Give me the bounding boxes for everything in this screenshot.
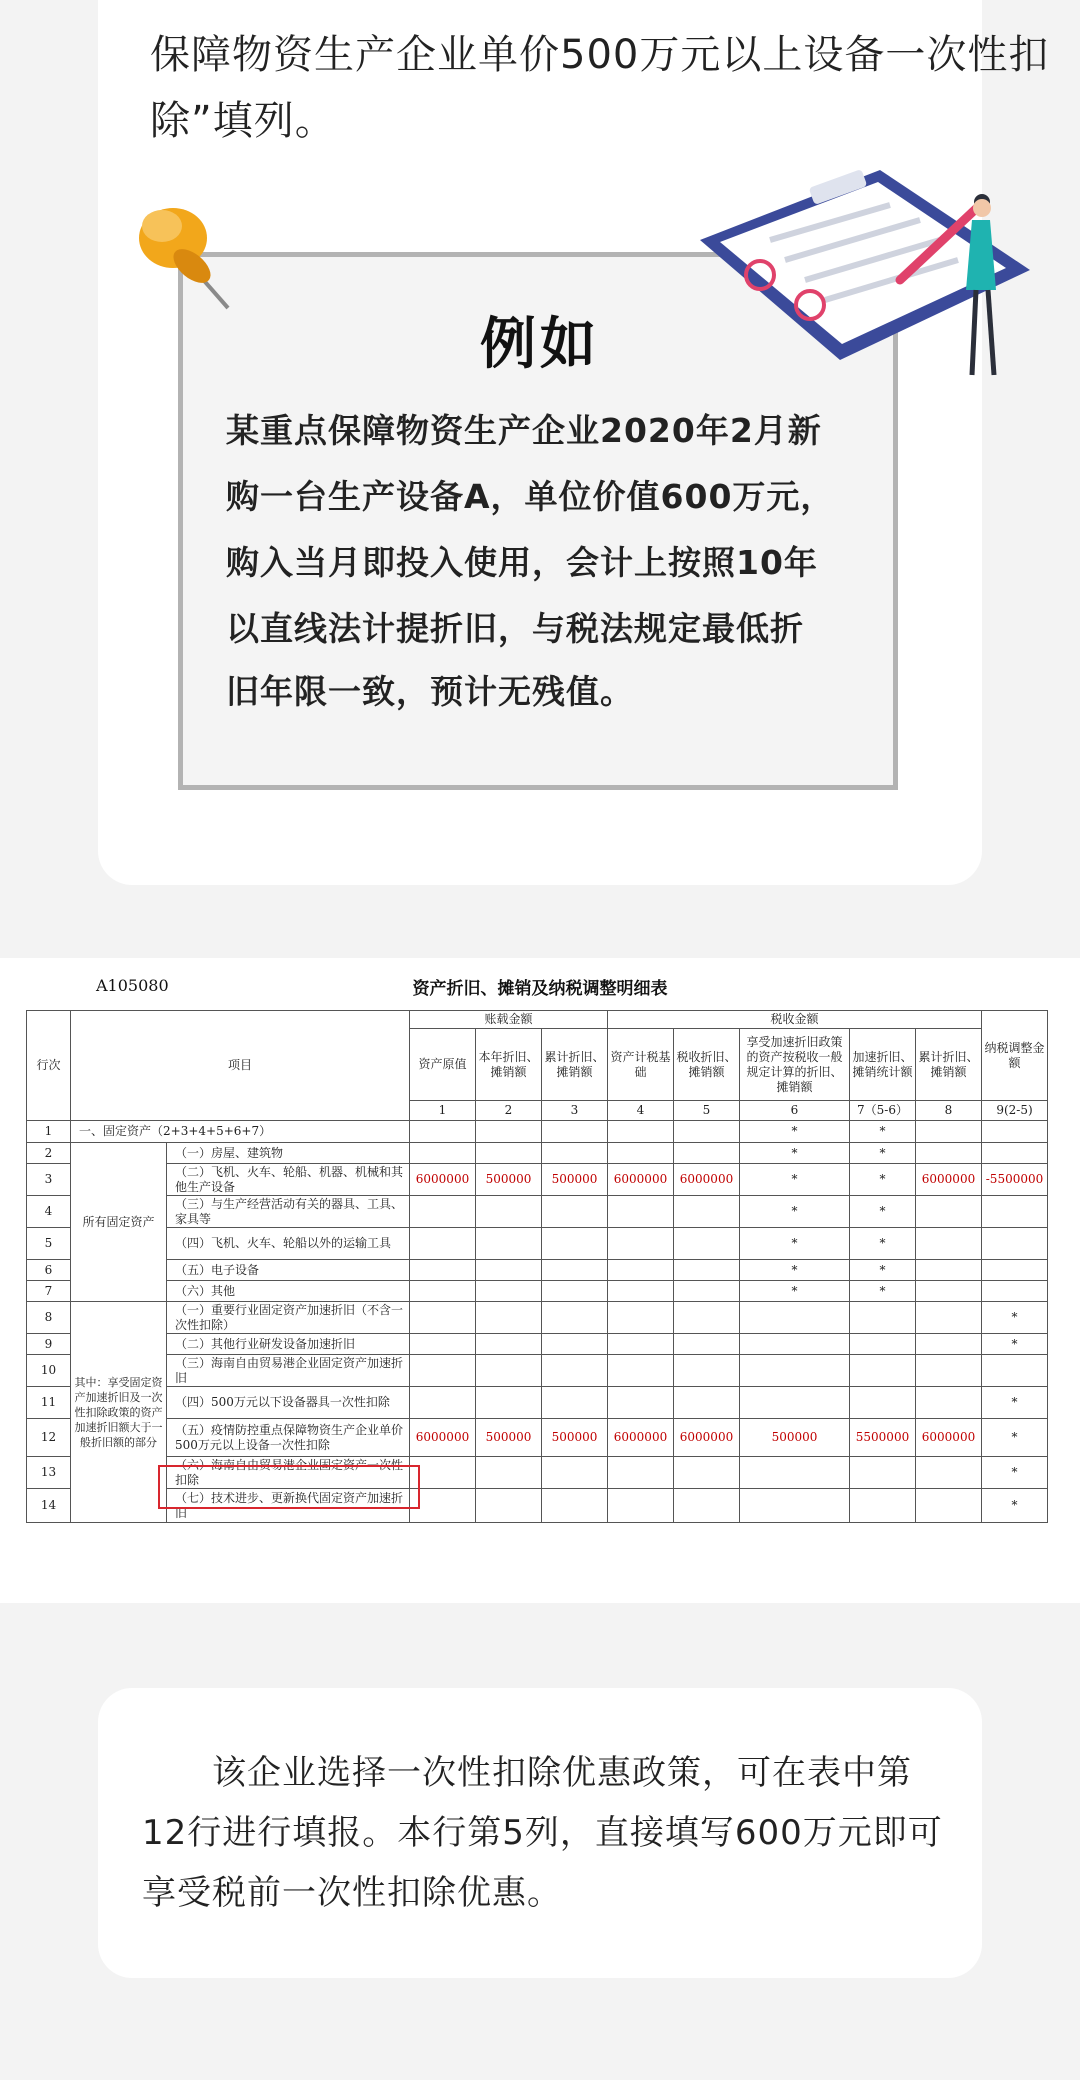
- row-value: [674, 1302, 740, 1334]
- row-value: *: [850, 1196, 916, 1228]
- row-value: 6000000: [410, 1419, 476, 1457]
- row-value: [410, 1260, 476, 1281]
- row-value: *: [982, 1457, 1048, 1489]
- header-col-1: 资产原值: [410, 1029, 476, 1101]
- col-num-2: 2: [476, 1101, 542, 1121]
- row-value: [410, 1228, 476, 1260]
- row-value: [916, 1334, 982, 1355]
- table-row: [27, 1121, 1048, 1143]
- col-num-3: 3: [542, 1101, 608, 1121]
- row-value: [674, 1260, 740, 1281]
- row-value: [982, 1121, 1048, 1143]
- depreciation-table: [26, 1010, 1048, 1523]
- table-row: [27, 1334, 1048, 1355]
- row-value: [542, 1334, 608, 1355]
- row-item: （四）500万元以下设备器具一次性扣除: [167, 1387, 410, 1419]
- row-value: [674, 1228, 740, 1260]
- header-tax-adjust: 纳税调整金额: [982, 1011, 1048, 1101]
- row-item: （四）飞机、火车、轮船以外的运输工具: [167, 1228, 410, 1260]
- row-value: [740, 1457, 850, 1489]
- col-num-8: 8: [916, 1101, 982, 1121]
- row-value: [982, 1355, 1048, 1387]
- row-value: [674, 1489, 740, 1523]
- row-item: （一）重要行业固定资产加速折旧（不含一次性扣除）: [167, 1302, 410, 1334]
- row-number: 3: [27, 1164, 71, 1196]
- row-value: 500000: [476, 1164, 542, 1196]
- row-value: *: [740, 1260, 850, 1281]
- row-number: 10: [27, 1355, 71, 1387]
- header-col-7: 加速折旧、摊销统计额: [850, 1029, 916, 1101]
- row-value: [476, 1260, 542, 1281]
- row-value: 500000: [476, 1419, 542, 1457]
- row-value: *: [850, 1281, 916, 1302]
- row-value: *: [982, 1334, 1048, 1355]
- row-number: 6: [27, 1260, 71, 1281]
- row-value: [850, 1302, 916, 1334]
- row-value: [476, 1355, 542, 1387]
- col-num-5: 5: [674, 1101, 740, 1121]
- row-number: 4: [27, 1196, 71, 1228]
- row-value: 5500000: [850, 1419, 916, 1457]
- row-value: 500000: [740, 1419, 850, 1457]
- row-value: [608, 1260, 674, 1281]
- header-col-3: 累计折旧、摊销额: [542, 1029, 608, 1101]
- row-value: [740, 1334, 850, 1355]
- row-item: （一）房屋、建筑物: [167, 1143, 410, 1164]
- example-line-1: 某重点保障物资生产企业2020年2月新: [226, 411, 822, 450]
- row-value: [982, 1260, 1048, 1281]
- table-row: [27, 1260, 1048, 1281]
- row-value: [608, 1281, 674, 1302]
- row-value: [476, 1281, 542, 1302]
- row-value: -5500000: [982, 1164, 1048, 1196]
- row-value: *: [740, 1143, 850, 1164]
- row-value: [542, 1355, 608, 1387]
- row-value: [850, 1489, 916, 1523]
- example-line-4: 以直线法计提折旧，与税法规定最低折: [226, 609, 804, 648]
- row-value: *: [850, 1121, 916, 1143]
- row-value: [608, 1196, 674, 1228]
- row-value: 500000: [542, 1419, 608, 1457]
- row-value: [740, 1387, 850, 1419]
- row-item: （七）技术进步、更新换代固定资产加速折旧: [167, 1489, 410, 1523]
- conclusion-line-3: 享受税前一次性扣除优惠。: [142, 1873, 562, 1913]
- row-value: *: [740, 1164, 850, 1196]
- col-num-4: 4: [608, 1101, 674, 1121]
- row-value: [542, 1121, 608, 1143]
- row-value: [608, 1355, 674, 1387]
- push-pin-icon: [128, 196, 238, 314]
- row-item: （六）其他: [167, 1281, 410, 1302]
- conclusion-line-1: 该企业选择一次性扣除优惠政策，可在表中第: [212, 1753, 912, 1793]
- header-col-8: 累计折旧、摊销额: [916, 1029, 982, 1101]
- header-item: 项目: [71, 1011, 410, 1121]
- row-value: [476, 1457, 542, 1489]
- header-book-group: 账载金额: [410, 1011, 608, 1029]
- col-num-7: 7（5-6）: [850, 1101, 916, 1121]
- row-value: [476, 1302, 542, 1334]
- row-value: 6000000: [608, 1419, 674, 1457]
- row-value: [850, 1355, 916, 1387]
- row-value: [410, 1281, 476, 1302]
- row-item: 一、固定资产（2+3+4+5+6+7）: [71, 1121, 410, 1143]
- row-value: [674, 1121, 740, 1143]
- row-value: [982, 1228, 1048, 1260]
- conclusion-line-2: 12行进行填报。本行第5列，直接填写600万元即可: [142, 1813, 943, 1853]
- row-value: [850, 1387, 916, 1419]
- example-line-3: 购入当月即投入使用，会计上按照10年: [226, 543, 818, 582]
- row-value: [476, 1334, 542, 1355]
- row-value: [916, 1457, 982, 1489]
- row-number: 9: [27, 1334, 71, 1355]
- table-row: [27, 1302, 1048, 1334]
- row-value: [476, 1196, 542, 1228]
- row-value: *: [740, 1281, 850, 1302]
- row-value: [740, 1355, 850, 1387]
- row-value: [608, 1121, 674, 1143]
- form-code: A105080: [96, 976, 169, 995]
- row-number: 2: [27, 1143, 71, 1164]
- row-item: （三）与生产经营活动有关的器具、工具、家具等: [167, 1196, 410, 1228]
- row-value: [542, 1457, 608, 1489]
- row-value: *: [850, 1260, 916, 1281]
- header-col-4: 资产计税基础: [608, 1029, 674, 1101]
- row-number: 11: [27, 1387, 71, 1419]
- row-value: 6000000: [674, 1419, 740, 1457]
- row-value: [476, 1489, 542, 1523]
- table-row: [27, 1419, 1048, 1457]
- header-row-no: 行次: [27, 1011, 71, 1121]
- header-col-6: 享受加速折旧政策的资产按税收一般规定计算的折旧、摊销额: [740, 1029, 850, 1101]
- row-value: 6000000: [608, 1164, 674, 1196]
- row-value: [740, 1302, 850, 1334]
- col-num-9: 9(2-5): [982, 1101, 1048, 1121]
- row-value: [542, 1143, 608, 1164]
- row-number: 7: [27, 1281, 71, 1302]
- row-value: [542, 1260, 608, 1281]
- row-value: 500000: [542, 1164, 608, 1196]
- row-item: （二）飞机、火车、轮船、机器、机械和其他生产设备: [167, 1164, 410, 1196]
- row-value: [674, 1334, 740, 1355]
- row-number: 14: [27, 1489, 71, 1523]
- row-value: [916, 1281, 982, 1302]
- row-value: *: [982, 1387, 1048, 1419]
- col-num-1: 1: [410, 1101, 476, 1121]
- row-value: 6000000: [916, 1164, 982, 1196]
- row-value: [410, 1334, 476, 1355]
- group-accelerated: 其中：享受固定资产加速折旧及一次性扣除政策的资产加速折旧额大于一般折旧额的部分: [71, 1302, 167, 1523]
- row-number: 5: [27, 1228, 71, 1260]
- row-12-highlight: [158, 1465, 420, 1509]
- row-value: [674, 1281, 740, 1302]
- row-value: [850, 1457, 916, 1489]
- row-value: *: [982, 1419, 1048, 1457]
- table-row: [27, 1387, 1048, 1419]
- tax-table-panel: [0, 958, 1080, 1603]
- row-value: [476, 1121, 542, 1143]
- table-row: [27, 1164, 1048, 1196]
- row-value: [410, 1302, 476, 1334]
- row-value: [608, 1457, 674, 1489]
- row-value: [410, 1387, 476, 1419]
- row-item: （五）电子设备: [167, 1260, 410, 1281]
- row-value: *: [850, 1143, 916, 1164]
- row-value: 6000000: [410, 1164, 476, 1196]
- col-num-6: 6: [740, 1101, 850, 1121]
- table-row: [27, 1196, 1048, 1228]
- row-value: [476, 1387, 542, 1419]
- row-number: 1: [27, 1121, 71, 1143]
- row-value: [542, 1281, 608, 1302]
- row-value: [916, 1302, 982, 1334]
- row-item: （六）海南自由贸易港企业固定资产一次性扣除: [167, 1457, 410, 1489]
- row-value: 6000000: [916, 1419, 982, 1457]
- row-number: 12: [27, 1419, 71, 1457]
- row-item: （五）疫情防控重点保障物资生产企业单价500万元以上设备一次性扣除: [167, 1419, 410, 1457]
- header-tax-group: 税收金额: [608, 1011, 982, 1029]
- row-value: [608, 1228, 674, 1260]
- row-value: *: [740, 1228, 850, 1260]
- intro-line-2: 保障物资生产企业单价500万元以上设备一次性扣: [150, 32, 1050, 78]
- table-row: [27, 1228, 1048, 1260]
- row-value: *: [850, 1164, 916, 1196]
- row-value: [608, 1143, 674, 1164]
- intro-line-3: 除”填列。: [150, 98, 336, 144]
- row-value: [476, 1143, 542, 1164]
- row-value: [410, 1143, 476, 1164]
- row-value: [542, 1387, 608, 1419]
- row-value: [608, 1387, 674, 1419]
- example-line-5: 旧年限一致，预计无残值。: [226, 672, 634, 711]
- row-value: [608, 1334, 674, 1355]
- row-item: （二）其他行业研发设备加速折旧: [167, 1334, 410, 1355]
- row-value: [916, 1228, 982, 1260]
- row-value: [608, 1302, 674, 1334]
- row-value: [850, 1334, 916, 1355]
- row-value: [674, 1355, 740, 1387]
- example-line-2: 购一台生产设备A，单位价值600万元，: [226, 477, 835, 516]
- row-value: [674, 1143, 740, 1164]
- row-value: [916, 1355, 982, 1387]
- row-value: *: [982, 1302, 1048, 1334]
- example-title: 例如: [480, 312, 600, 377]
- row-value: [916, 1121, 982, 1143]
- row-value: [674, 1196, 740, 1228]
- row-item: （三）海南自由贸易港企业固定资产加速折旧: [167, 1355, 410, 1387]
- row-value: [982, 1143, 1048, 1164]
- row-value: [542, 1196, 608, 1228]
- group-all-assets: 所有固定资产: [71, 1143, 167, 1302]
- row-value: [542, 1489, 608, 1523]
- row-value: [982, 1281, 1048, 1302]
- row-value: [916, 1143, 982, 1164]
- row-value: *: [740, 1121, 850, 1143]
- row-value: [916, 1260, 982, 1281]
- header-col-5: 税收折旧、摊销额: [674, 1029, 740, 1101]
- row-value: [410, 1196, 476, 1228]
- row-value: 6000000: [674, 1164, 740, 1196]
- row-value: [608, 1489, 674, 1523]
- row-value: [982, 1196, 1048, 1228]
- row-value: [916, 1387, 982, 1419]
- row-value: *: [982, 1489, 1048, 1523]
- row-value: *: [850, 1228, 916, 1260]
- row-value: [674, 1387, 740, 1419]
- table-row: [27, 1281, 1048, 1302]
- row-number: 13: [27, 1457, 71, 1489]
- row-value: [542, 1228, 608, 1260]
- row-value: [410, 1121, 476, 1143]
- row-value: [740, 1489, 850, 1523]
- header-col-2: 本年折旧、摊销额: [476, 1029, 542, 1101]
- table-row: [27, 1143, 1048, 1164]
- row-value: [916, 1196, 982, 1228]
- table-title: 资产折旧、摊销及纳税调整明细表: [412, 979, 668, 999]
- row-value: [674, 1457, 740, 1489]
- row-value: *: [740, 1196, 850, 1228]
- row-value: [542, 1302, 608, 1334]
- row-value: [916, 1489, 982, 1523]
- row-number: 8: [27, 1302, 71, 1334]
- row-value: [410, 1355, 476, 1387]
- row-value: [476, 1228, 542, 1260]
- table-row: [27, 1355, 1048, 1387]
